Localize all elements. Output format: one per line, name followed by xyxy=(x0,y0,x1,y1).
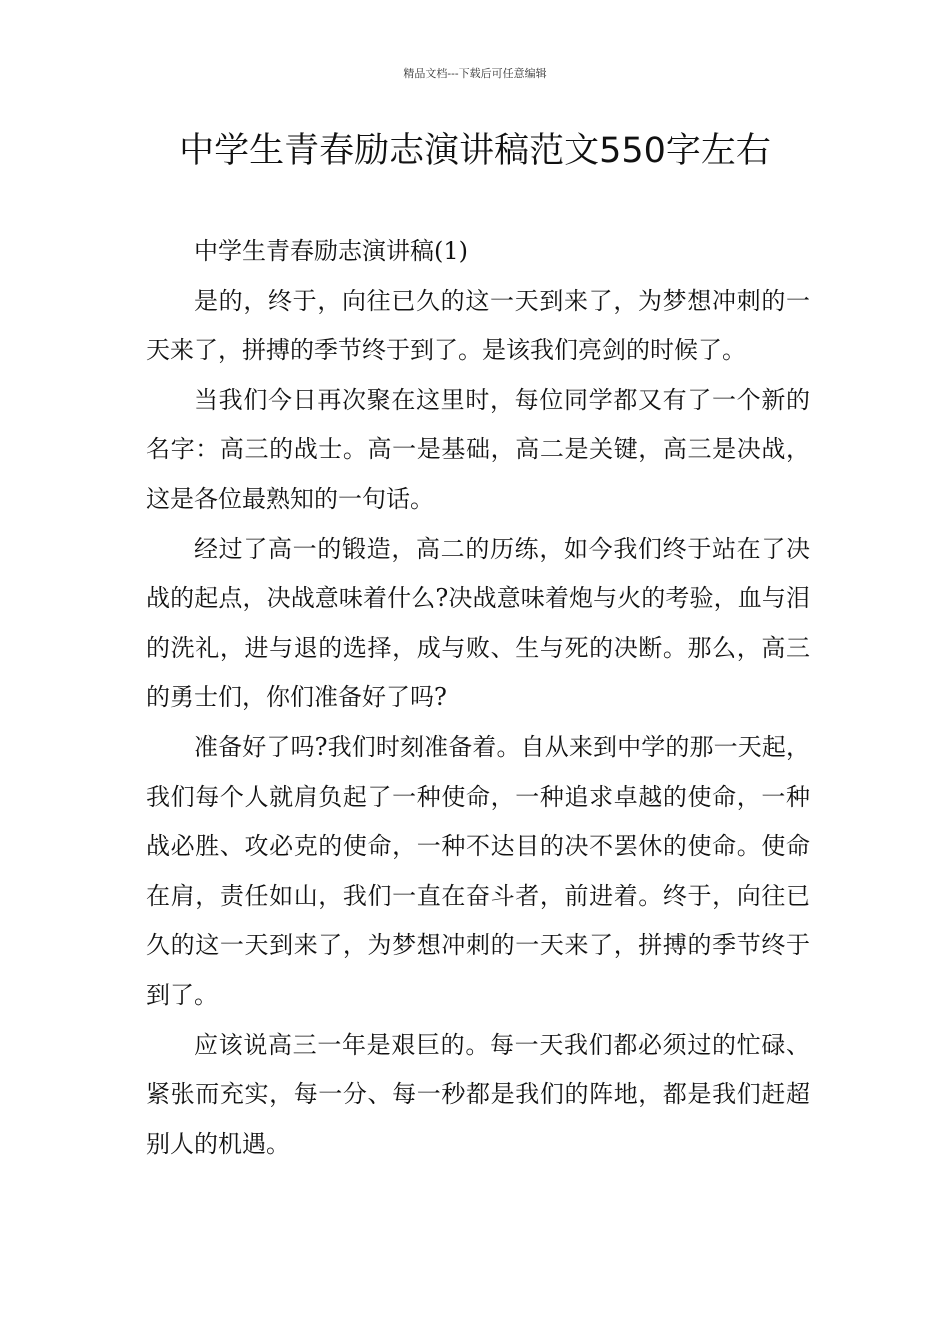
paragraph-3: 经过了高一的锻造，高二的历练，如今我们终于站在了决战的起点，决战意味着什么?决战意味着炮与火的考验，血与泪的洗礼，进与退的选择，成与败、生与死的决断。那么，高三的勇士们，你们准备好了吗? xyxy=(146,534,810,712)
paragraph-4: 准备好了吗?我们时刻准备着。自从来到中学的那一天起，我们每个人就肩负起了一种使命，一种追求卓越的使命，一种战必胜、攻必克的使命，一种不达目的决不罢休的使命。使命在肩，责任如山，我们一直在奋斗者，前进着。终于，向往已久的这一天到来了，为梦想冲刺的一天来了，拼搏的季节终于到了。 xyxy=(146,732,810,1009)
paragraph-2: 当我们今日再次聚在这里时，每位同学都又有了一个新的名字：高三的战士。高一是基础，高二是关键，高三是决战，这是各位最熟知的一句话。 xyxy=(146,385,810,513)
paragraph-1: 是的，终于，向往已久的这一天到来了，为梦想冲刺的一天来了，拼搏的季节终于到了。是该我们亮剑的时候了。 xyxy=(146,286,810,365)
document-title: 中学生青春励志演讲稿范文550字左右 xyxy=(179,131,771,171)
header-note: 精品文档---下载后可任意编辑 xyxy=(403,67,547,80)
paragraph-5: 应该说高三一年是艰巨的。每一天我们都必须过的忙碌、紧张而充实，每一分、每一秒都是我们的阵地，都是我们赶超别人的机遇。 xyxy=(146,1030,810,1158)
section-subtitle: 中学生青春励志演讲稿(1) xyxy=(194,237,468,265)
document-body xyxy=(146,227,810,1169)
